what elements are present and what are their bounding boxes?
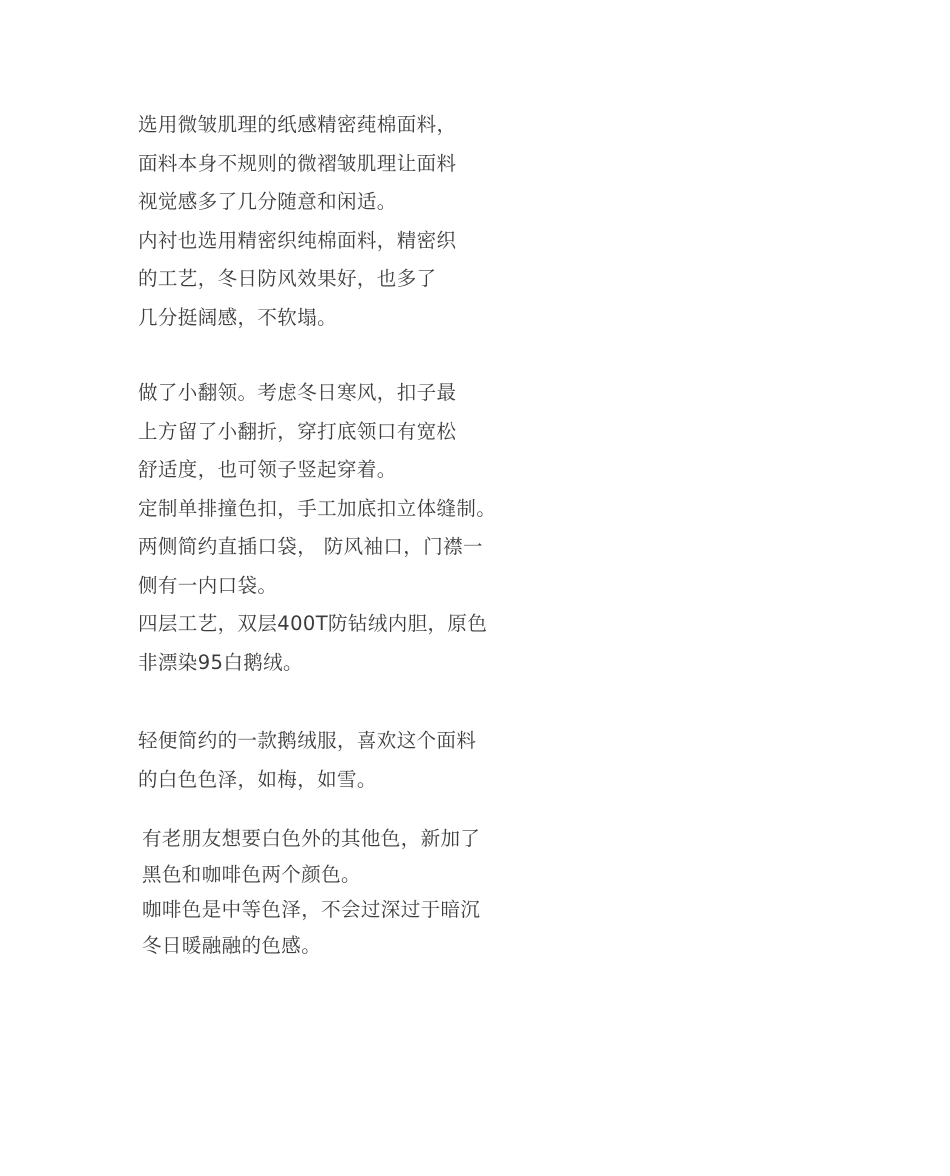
paragraph-design-details	[138, 374, 496, 682]
text-line: 做了小翻领。考虑冬日寒风，扣子最	[138, 381, 457, 404]
text-line: 冬日暖融融的色感。	[142, 933, 322, 957]
text-line: 选用微皱肌理的纸感精密莼棉面料，	[138, 113, 457, 136]
text-line: 两侧简约直插口袋， 防风袖口，门襟一	[138, 535, 483, 558]
text-line: 咖啡色是中等色泽，不会过深过于暗沉	[142, 898, 481, 921]
text-line: 的白色色泽，如梅，如雪。	[138, 767, 377, 791]
text-line: 视觉感多了几分随意和闲适。	[138, 190, 397, 213]
text-line: 非漂染95白鹅绒。	[138, 650, 303, 674]
text-line: 有老朋友想要白色外的其他色，新加了	[142, 827, 481, 850]
text-line: 轻便简约的一款鹅绒服，喜欢这个面料	[138, 729, 477, 752]
text-line: 的工艺，冬日防风效果好，也多了	[138, 267, 437, 290]
text-line: 舒适度，也可领子竖起穿着。	[138, 458, 397, 481]
text-line: 黑色和咖啡色两个颜色。	[142, 862, 361, 886]
text-line: 面料本身不规则的微褶皱肌理让面料	[138, 151, 457, 175]
text-line: 内衬也选用精密织纯棉面料，精密织	[138, 228, 457, 252]
text-line: 定制单排撞色扣，手工加底扣立体缝制。	[138, 496, 497, 520]
paragraph-fabric	[138, 106, 456, 337]
text-line: 上方留了小翻折，穿打底领口有宽松	[138, 419, 457, 443]
text-line: 四层工艺，双层400T防钻绒内胆，原色	[138, 612, 488, 635]
paragraph-colors	[142, 821, 480, 963]
text-line: 几分挺阔感，不软塌。	[138, 305, 338, 329]
paragraph-summary	[138, 722, 476, 799]
text-line: 侧有一内口袋。	[138, 573, 278, 597]
